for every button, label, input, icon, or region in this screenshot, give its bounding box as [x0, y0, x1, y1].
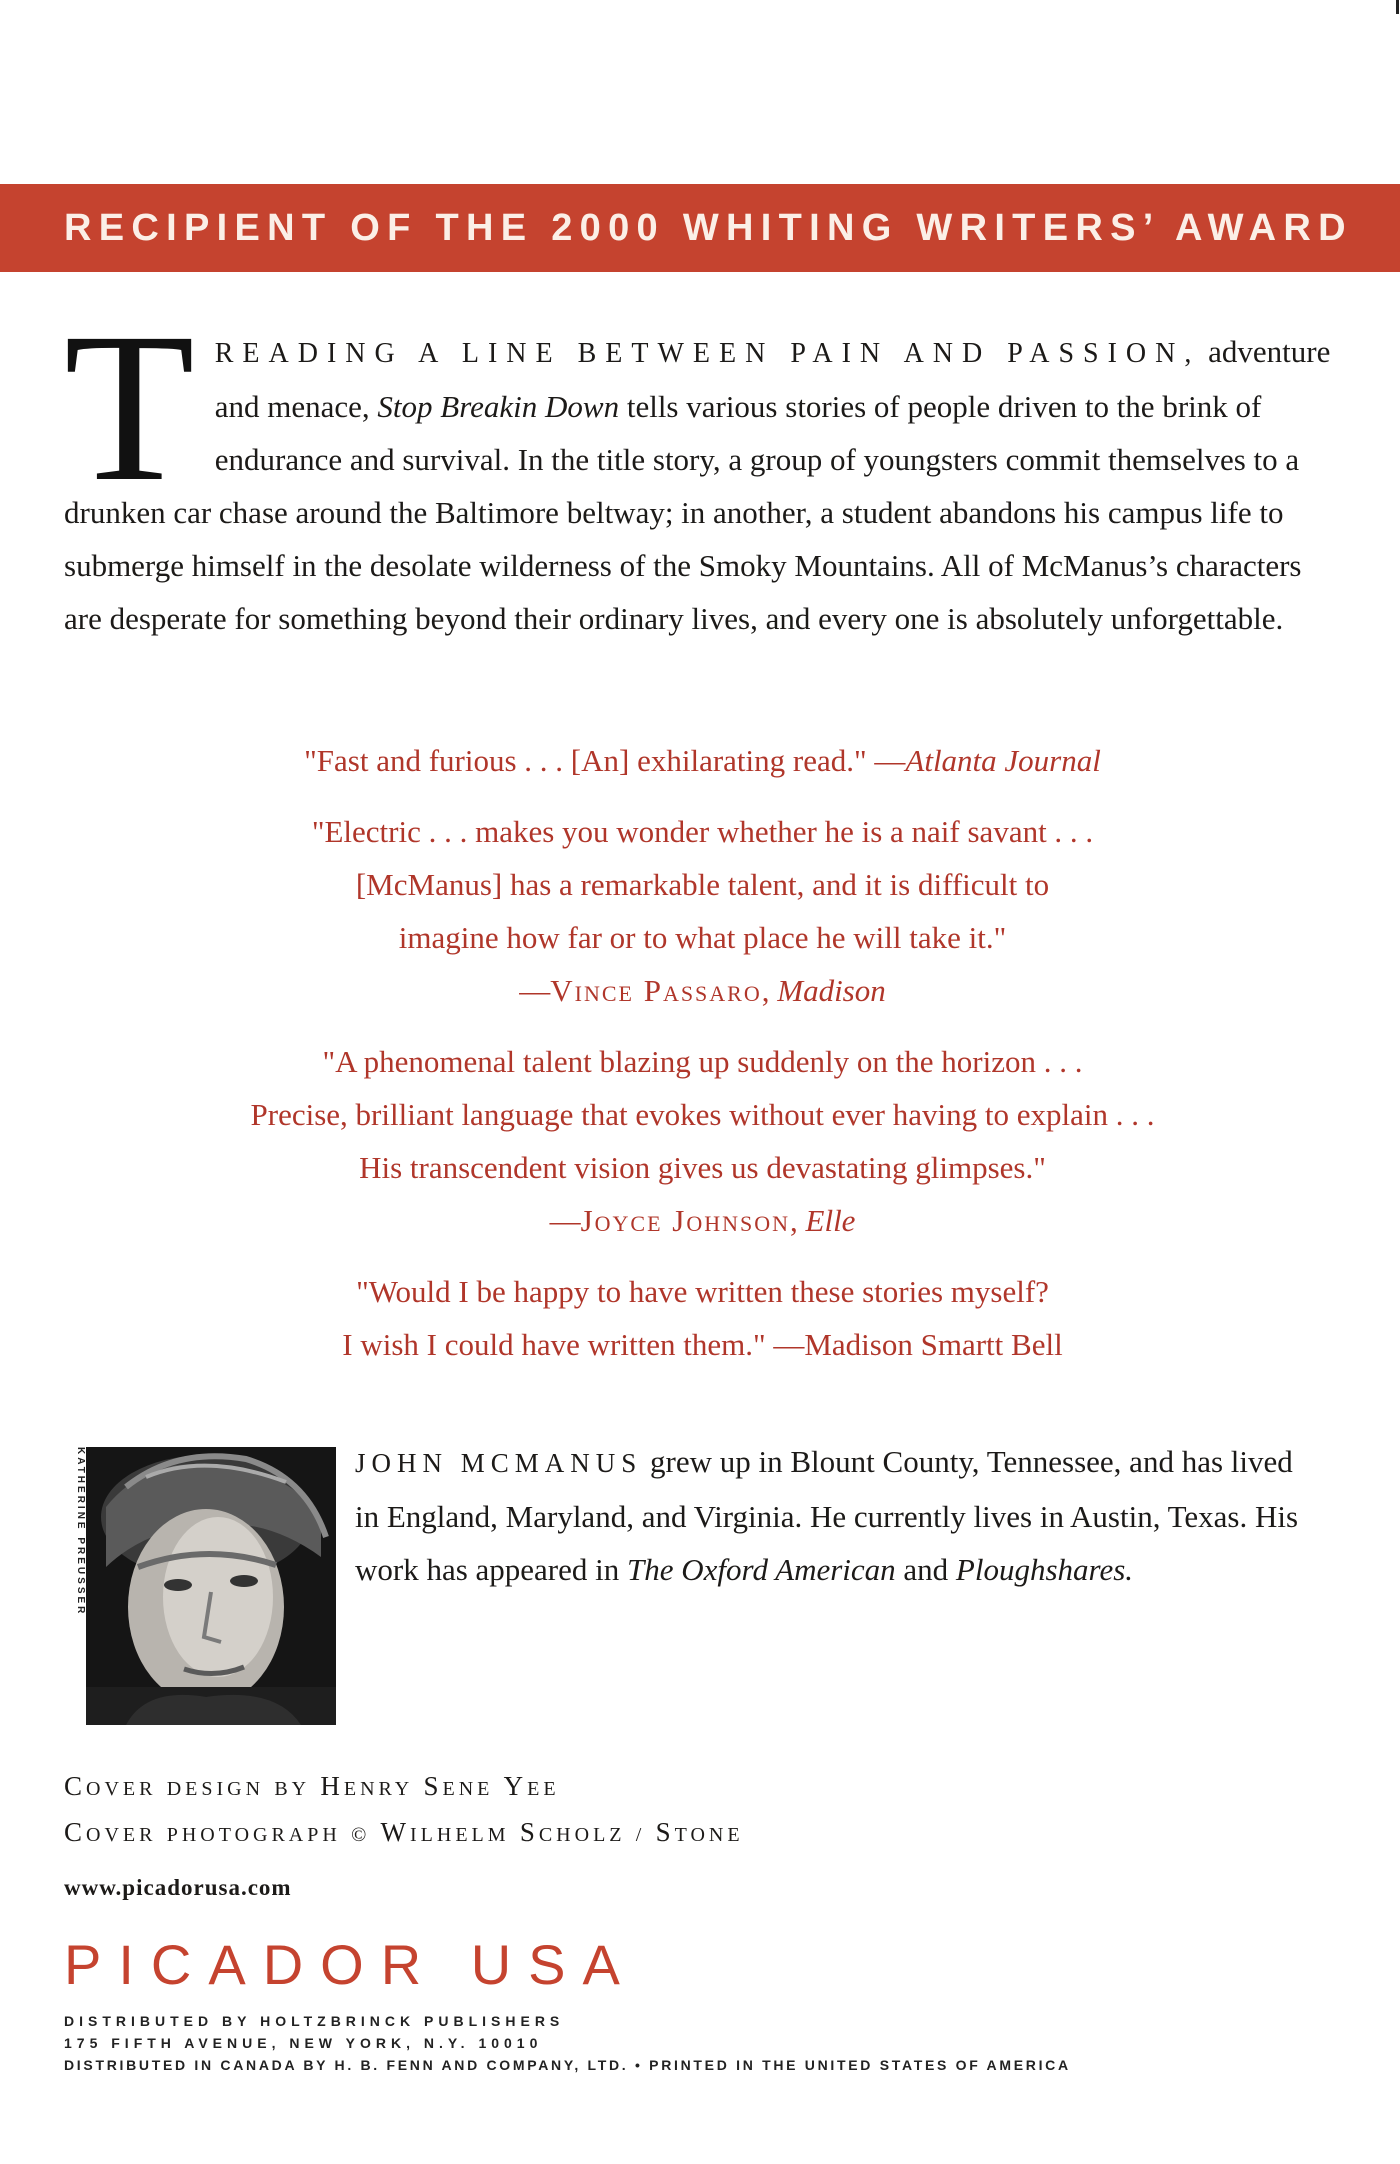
quote-line: [80, 1141, 1325, 1194]
author-photo: [86, 1447, 336, 1725]
author-name: JOHN MCMANUS: [355, 1448, 643, 1478]
quote-author: Vince Passaro: [550, 973, 762, 1008]
quote-line: [80, 1318, 1325, 1371]
quote-separator: ,: [761, 973, 778, 1008]
quote-text: "Fast and furious . . . [An] exhilarating read.": [304, 743, 875, 778]
blurb-lead: READING A LINE BETWEEN PAIN AND PASSION,: [214, 338, 1201, 369]
quote-source: Elle: [805, 1203, 856, 1238]
cover-photo-credit: COVER PHOTOGRAPH © WILHELM SCHOLZ / STONE: [64, 1817, 744, 1847]
quote-line: [80, 1035, 1325, 1088]
cover-credits: [64, 1765, 744, 1857]
quote-dash: —: [773, 1327, 805, 1362]
quote-line: [80, 1265, 1325, 1318]
author-bio: [355, 1435, 1303, 1596]
review-quote: [80, 1035, 1325, 1247]
quote-source: Madison: [777, 973, 886, 1008]
blurb-text-1: adventure and menace,: [214, 334, 1331, 424]
quote-line: [80, 858, 1325, 911]
quote-text: "Electric . . . makes you wonder whether he is a naif savant . . .: [311, 814, 1094, 849]
publisher-logo: PICADOR USA: [64, 1933, 637, 1996]
book-title: Stop Breakin Down: [377, 389, 620, 424]
quote-text: [McManus] has a remarkable talent, and it is difficult to: [355, 867, 1050, 902]
review-quote: [80, 805, 1325, 1017]
quote-dash: —: [874, 743, 906, 778]
quote-separator: ,: [790, 1203, 806, 1238]
distrib-line-1: DISTRIBUTED BY HOLTZBRINCK PUBLISHERS: [64, 2013, 565, 2029]
quote-text: I wish I could have written them.": [342, 1327, 774, 1362]
drop-cap: T: [64, 289, 195, 526]
photo-credit: KATHERINE PREUSSER: [75, 1447, 86, 1617]
quote-dash: —: [519, 973, 551, 1008]
quote-line: [80, 805, 1325, 858]
distribution-info: [64, 2010, 1071, 2076]
quote-text: Precise, brilliant language that evokes without ever having to explain . . .: [250, 1097, 1155, 1132]
author-portrait-icon: [86, 1447, 336, 1725]
distrib-line-2: 175 FIFTH AVENUE, NEW YORK, N.Y. 10010: [64, 2035, 543, 2051]
review-quote: [80, 1265, 1325, 1371]
bio-publication-1: The Oxford American: [627, 1552, 896, 1587]
quote-line: [80, 1088, 1325, 1141]
quote-author: Madison Smartt Bell: [804, 1327, 1063, 1362]
bio-publication-2: Ploughshares.: [955, 1552, 1134, 1587]
distrib-line-3: DISTRIBUTED IN CANADA BY H. B. FENN AND COMPANY, LTD. • PRINTED IN THE UNITED STATES OF AMERICA: [64, 2057, 1071, 2073]
bio-text: grew up in Blount County, Tennessee, and has lived in England, Maryland, and Virginia. He currently lives in Austin, Texas. His work has appeared in: [355, 1444, 1299, 1587]
quote-source: Atlanta Journal: [905, 743, 1101, 778]
quote-dash: —: [549, 1203, 581, 1238]
cover-design-credit: COVER DESIGN BY HENRY SENE YEE: [64, 1771, 560, 1801]
quote-attribution-line: [80, 964, 1325, 1017]
blurb-paragraph: [64, 289, 1339, 645]
quote-text: "Would I be happy to have written these stories myself?: [356, 1274, 1049, 1309]
quote-author: Joyce Johnson: [580, 1203, 791, 1238]
review-quote: [80, 734, 1325, 787]
quote-text: His transcendent vision gives us devastating glimpses.": [359, 1150, 1046, 1185]
review-quotes: [80, 734, 1325, 1389]
edge-mark: [1396, 0, 1399, 14]
quote-line: [80, 734, 1325, 787]
award-banner: RECIPIENT OF THE 2000 WHITING WRITERS’ AWARD: [0, 184, 1400, 272]
bio-and: and: [895, 1552, 956, 1587]
quote-line: [80, 911, 1325, 964]
quote-text: "A phenomenal talent blazing up suddenly on the horizon . . .: [322, 1044, 1083, 1079]
quote-attribution-line: [80, 1194, 1325, 1247]
blurb-text-2: tells various stories of people driven to the brink of endurance and survival. In the title story, a group of youngsters commit themselves to a drunken car chase around the Baltimore beltway; in another, a student abandons his campus life to submerge himself in the desolate wilderness of the Smoky Mountains. All of McManus’s characters are desperate for something beyond their ordinary lives, and every one is absolutely unforgettable.: [64, 389, 1302, 636]
publisher-url[interactable]: www.picadorusa.com: [64, 1875, 292, 1900]
quote-text: imagine how far or to what place he will take it.": [398, 920, 1007, 955]
